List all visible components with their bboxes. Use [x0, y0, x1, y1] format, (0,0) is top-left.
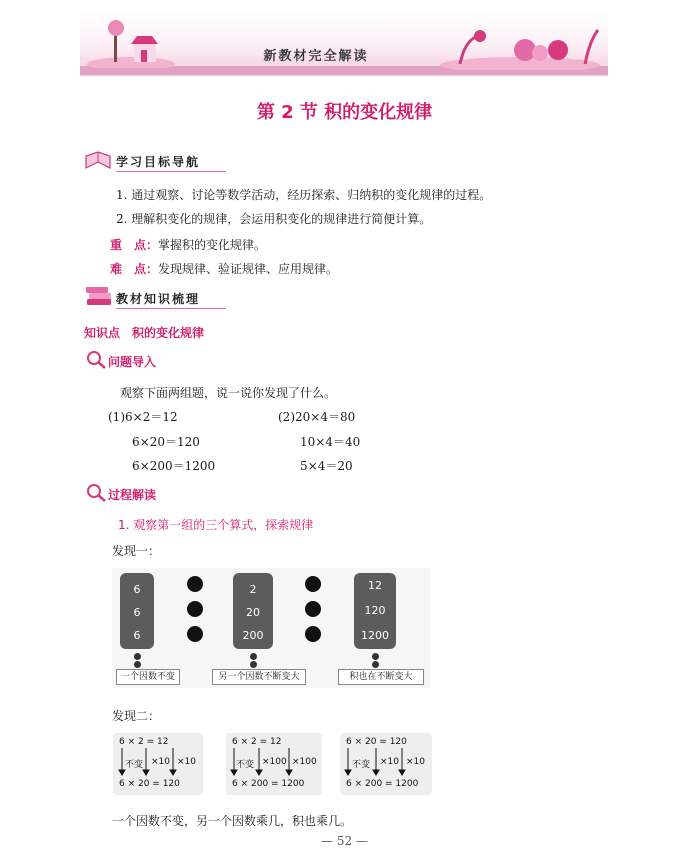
relation-arrows	[113, 748, 433, 776]
finding1-label: 发现一：	[112, 544, 161, 558]
relation-unchanged: 不变	[236, 760, 255, 770]
connector-dot	[250, 653, 257, 660]
relation-multiplier: ×100	[262, 757, 287, 767]
page-number: — 52 —	[321, 834, 368, 848]
col1-value: 6	[133, 583, 141, 596]
product-column	[354, 573, 396, 649]
equals-dot	[305, 601, 321, 617]
equals-dot	[305, 626, 321, 642]
relation-multiplier: ×10	[151, 757, 170, 767]
connector-dot	[250, 661, 257, 668]
relation-unchanged: 不变	[352, 760, 371, 770]
magnifier-icon	[86, 483, 108, 503]
relation-bottom: 6 × 20 = 120	[119, 779, 180, 789]
key-point-label: 重 点：	[110, 238, 159, 252]
house-tree-illustration	[86, 18, 176, 68]
relation-top: 6 × 2 = 12	[119, 737, 169, 747]
group2-eq3: 5×4＝20	[300, 459, 353, 473]
col1-value: 6	[133, 606, 141, 619]
relation-multiplier: ×100	[292, 757, 317, 767]
group2-eq2: 10×4＝40	[300, 435, 361, 449]
times-dot	[187, 576, 203, 592]
difficult-point-label: 难 点：	[110, 262, 159, 276]
key-point	[110, 236, 266, 253]
relation-multiplier: ×10	[406, 757, 425, 767]
process-heading: 过程解读	[108, 488, 157, 502]
knowledge-point-title: 知识点 积的变化规律	[84, 326, 205, 340]
col2-value: 20	[246, 606, 260, 619]
relation-bottom: 6 × 200 = 1200	[232, 779, 305, 789]
magnifier-icon	[86, 350, 108, 370]
col2-value: 200	[242, 629, 264, 642]
col3-value: 12	[368, 579, 382, 592]
difficult-point	[110, 260, 338, 277]
relation-bottom: 6 × 200 = 1200	[346, 779, 419, 789]
relation-unchanged: 不变	[125, 760, 144, 770]
factor-column	[233, 573, 273, 649]
connector-dot	[372, 661, 379, 668]
group1-eq1: (1)6×2＝12	[108, 410, 178, 424]
difficult-point-text: 发现规律、验证规律、应用规律。	[158, 262, 339, 276]
relation-top: 6 × 20 = 120	[346, 737, 407, 747]
header-title: 新教材完全解读	[263, 49, 369, 64]
col1-value: 6	[133, 629, 141, 642]
group1-eq3: 6×200＝1200	[132, 459, 216, 473]
factor-column	[120, 573, 154, 649]
flowers-illustration	[440, 20, 605, 70]
conclusion-text: 一个因数不变，另一个因数乘几，积也乘几。	[112, 814, 353, 828]
group1-eq2: 6×20＝120	[132, 435, 200, 449]
equals-dot	[305, 576, 321, 592]
key-point-text: 掌握积的变化规律。	[158, 238, 267, 252]
times-dot	[187, 626, 203, 642]
objective-item-1: 1. 通过观察、讨论等数学活动，经历探索、归纳积的变化规律的过程。	[116, 188, 492, 202]
group2-eq1: (2)20×4＝80	[278, 410, 356, 424]
step1-title: 1. 观察第一组的三个算式，探索规律	[118, 518, 314, 532]
connector-dot	[134, 653, 141, 660]
connector-dot	[134, 661, 141, 668]
col3-value: 1200	[361, 629, 389, 642]
caption-product-growing: 积也在不断变大	[338, 669, 424, 685]
col2-value: 2	[249, 583, 257, 596]
times-dot	[187, 601, 203, 617]
relation-top: 6 × 2 = 12	[232, 737, 282, 747]
intro-heading: 问题导入	[108, 355, 157, 369]
relation-multiplier: ×10	[177, 757, 196, 767]
book-icon	[84, 150, 112, 172]
finding2-label: 发现二：	[112, 709, 161, 723]
caption-factor-growing: 另一个因数不断变大	[212, 669, 306, 685]
relation-multiplier: ×10	[380, 757, 399, 767]
objective-item-2: 2. 理解积变化的规律，会运用积变化的规律进行简便计算。	[116, 212, 432, 226]
knowledge-heading: 教材知识梳理	[116, 290, 226, 309]
stacked-books-icon	[84, 285, 114, 307]
connector-dot	[372, 653, 379, 660]
col3-value: 120	[364, 604, 386, 617]
intro-text: 观察下面两组题，说一说你发现了什么。	[120, 386, 337, 400]
objectives-heading: 学习目标导航	[116, 153, 226, 172]
section-title: 第 2 节 积的变化规律	[256, 102, 433, 123]
caption-factor-unchanged: 一个因数不变	[116, 669, 180, 685]
